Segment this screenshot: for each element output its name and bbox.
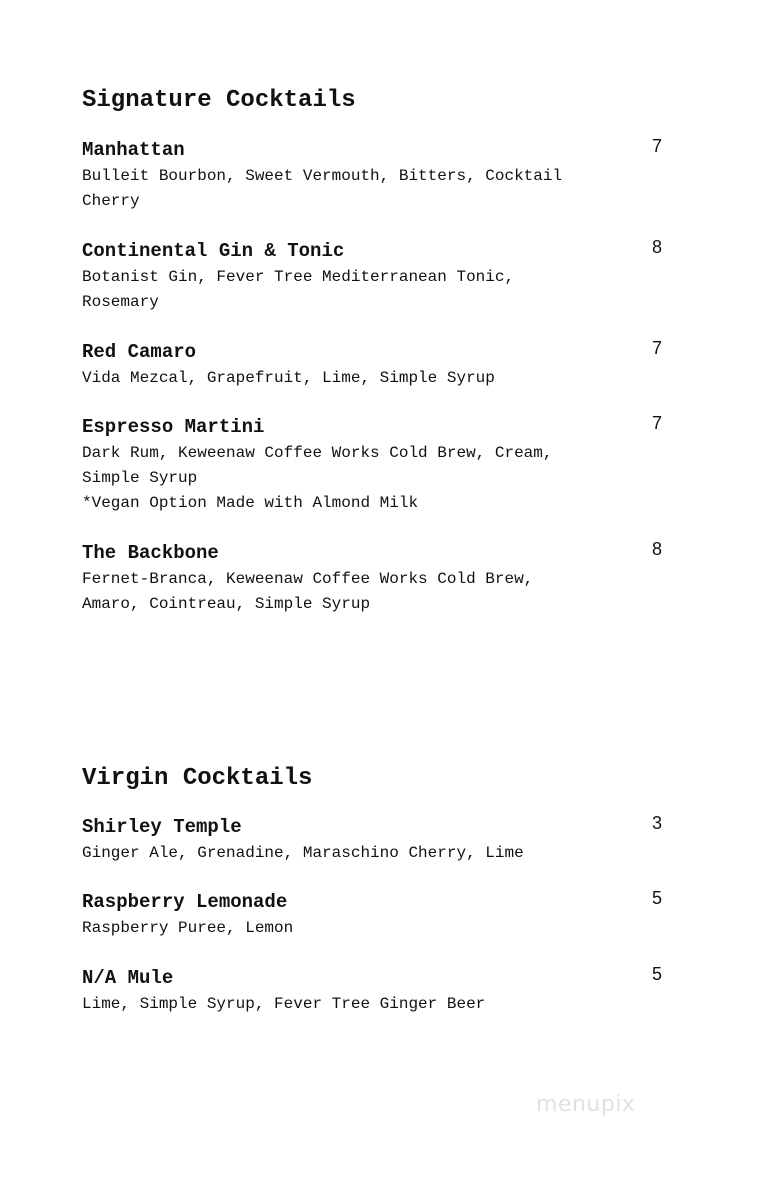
item-price: 5	[652, 964, 663, 984]
section-title: Signature Cocktails	[82, 87, 356, 114]
signature-section	[82, 86, 682, 613]
menu-item	[82, 890, 682, 941]
item-name: Raspberry Lemonade	[82, 891, 288, 913]
item-description: Lime, Simple Syrup, Fever Tree Ginger Beer	[82, 995, 486, 1013]
item-name: Red Camaro	[82, 341, 197, 363]
menu-item	[82, 541, 682, 617]
item-description: Botanist Gin, Fever Tree Mediterranean Tonic, Rosemary	[82, 268, 515, 311]
menu-item	[82, 415, 682, 516]
virgin-section	[82, 764, 682, 1013]
item-description: Fernet-Branca, Keweenaw Coffee Works Cold Brew, Amaro, Cointreau, Simple Syrup	[82, 570, 534, 613]
item-name: Continental Gin & Tonic	[82, 240, 345, 262]
item-description: Dark Rum, Keweenaw Coffee Works Cold Brew, Cream, Simple Syrup *Vegan Option Made with Almond Milk	[82, 444, 553, 512]
item-price: 7	[652, 338, 663, 358]
section-title: Virgin Cocktails	[82, 765, 313, 792]
menu-item	[82, 815, 682, 866]
menu-item	[82, 138, 682, 214]
item-name: Shirley Temple	[82, 816, 242, 838]
menupix-watermark: menupix	[536, 1092, 636, 1117]
item-price: 5	[652, 888, 663, 908]
menu-item	[82, 966, 682, 1017]
item-description: Bulleit Bourbon, Sweet Vermouth, Bitters, Cocktail Cherry	[82, 167, 563, 210]
menu-item	[82, 239, 682, 315]
item-price: 7	[652, 136, 663, 156]
item-name: Manhattan	[82, 139, 185, 161]
item-description: Vida Mezcal, Grapefruit, Lime, Simple Syrup	[82, 369, 495, 387]
item-name: The Backbone	[82, 542, 219, 564]
item-description: Ginger Ale, Grenadine, Maraschino Cherry, Lime	[82, 844, 524, 862]
item-price: 7	[652, 413, 663, 433]
item-price: 8	[652, 237, 663, 257]
item-name: Espresso Martini	[82, 416, 265, 438]
menu-item	[82, 340, 682, 391]
item-price: 3	[652, 813, 663, 833]
item-price: 8	[652, 539, 663, 559]
item-name: N/A Mule	[82, 967, 174, 989]
item-description: Raspberry Puree, Lemon	[82, 919, 294, 937]
